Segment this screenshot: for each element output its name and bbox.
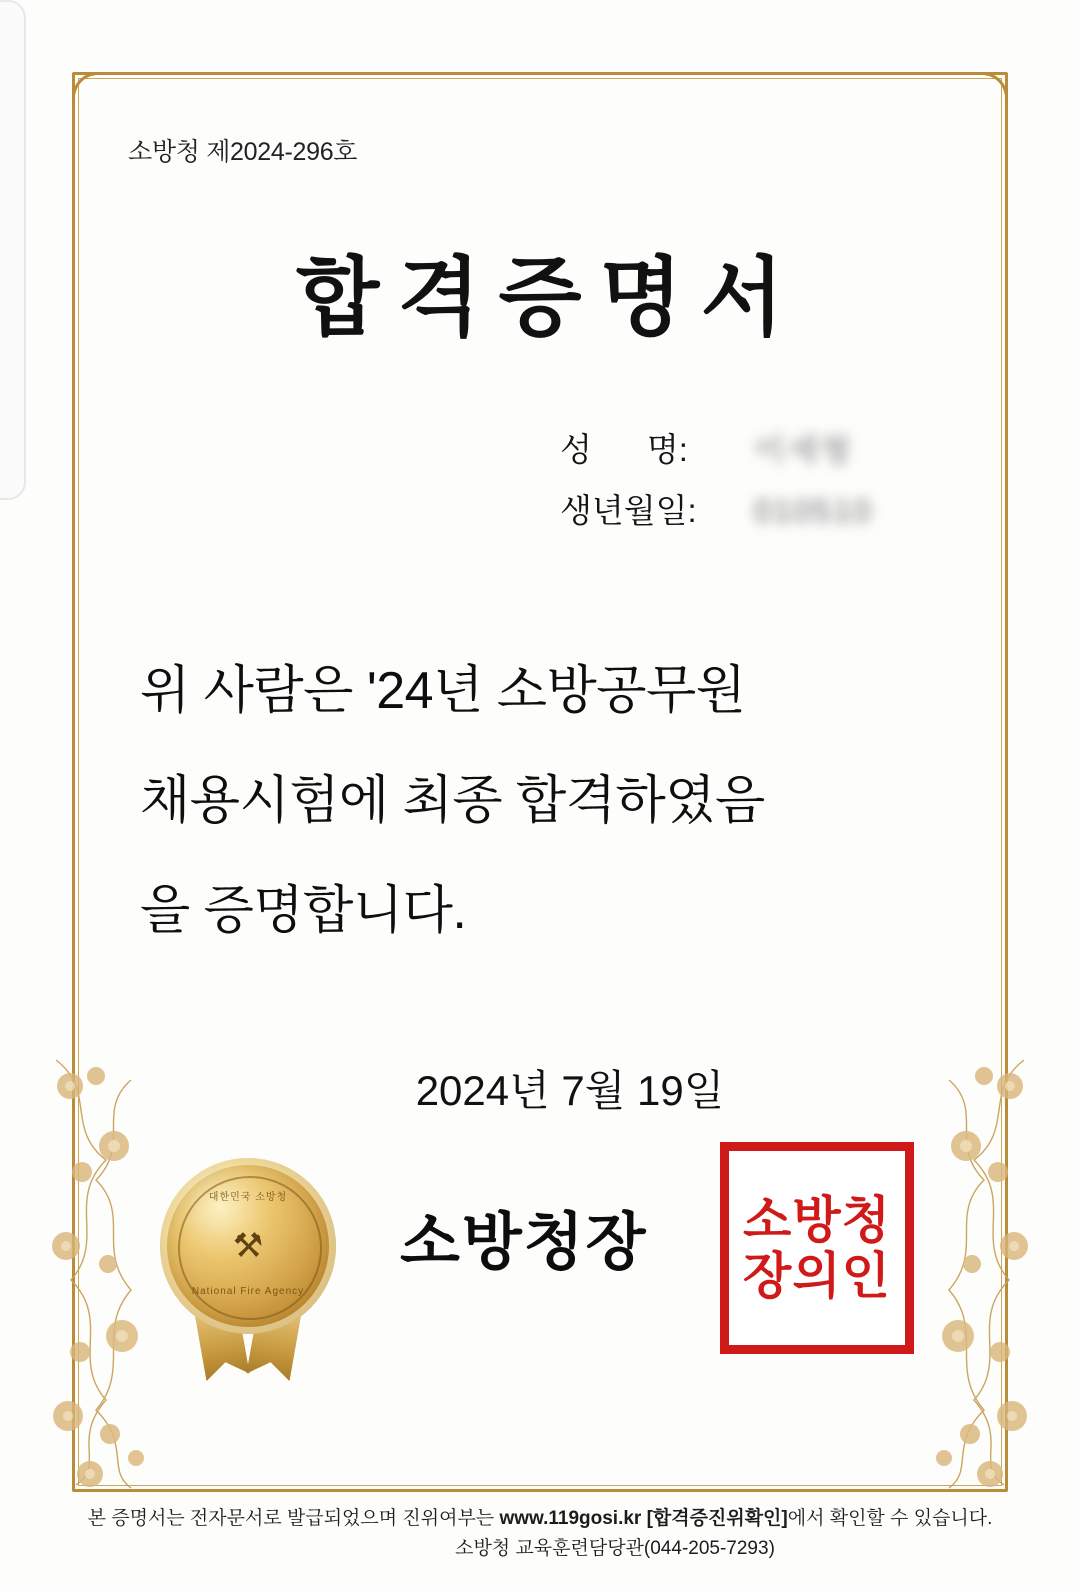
emblem-text-top: 대한민국 소방청: [208, 1192, 288, 1203]
verification-link[interactable]: www.119gosi.kr [합격증진위확인]: [499, 1508, 788, 1529]
name-value-redacted: 이세형: [754, 432, 853, 468]
birthdate-label: 생년월일:: [560, 492, 697, 529]
statement-line-2: 채용시험에 최종 합격하였음: [140, 772, 765, 830]
footer-prefix: 본 증명서는 전자문서로 발급되었으며 진위여부는: [87, 1508, 500, 1529]
eagle-emblem-icon: ⚒: [232, 1227, 264, 1265]
footer-notes: [0, 1504, 1080, 1564]
statement-line-1: 위 사람은 '24년 소방공무원: [140, 662, 746, 720]
issue-date: 2024년 7월 19일: [415, 1067, 725, 1114]
footer-line-contact: 소방청 교육훈련담당관(044-205-7293): [455, 1538, 775, 1559]
issuer-row: [150, 1140, 950, 1370]
footer-line-verification: [0, 1504, 1080, 1534]
issuer-title: 소방청장: [400, 1208, 648, 1277]
page-title: 합격증명서: [296, 250, 802, 346]
gold-emblem-icon: [160, 1158, 336, 1334]
birthdate-value-redacted: 010510: [754, 493, 873, 529]
emblem-text-bottom: National Fire Agency: [191, 1286, 305, 1297]
statement-body: [140, 636, 940, 966]
official-seal-stamp: [720, 1142, 914, 1354]
field-row-name: [560, 424, 980, 471]
document-number: 소방청 제2024-296호: [128, 138, 358, 166]
emblem-disc: [160, 1158, 336, 1334]
recipient-info: [560, 424, 980, 546]
footer-suffix: 에서 확인할 수 있습니다.: [787, 1508, 993, 1529]
field-row-birthdate: [560, 485, 980, 532]
statement-line-3: 을 증명합니다.: [140, 882, 467, 940]
seal-line-2: 장의인: [743, 1248, 891, 1304]
name-label: 성 명:: [560, 431, 688, 468]
seal-line-1: 소방청: [743, 1192, 891, 1248]
